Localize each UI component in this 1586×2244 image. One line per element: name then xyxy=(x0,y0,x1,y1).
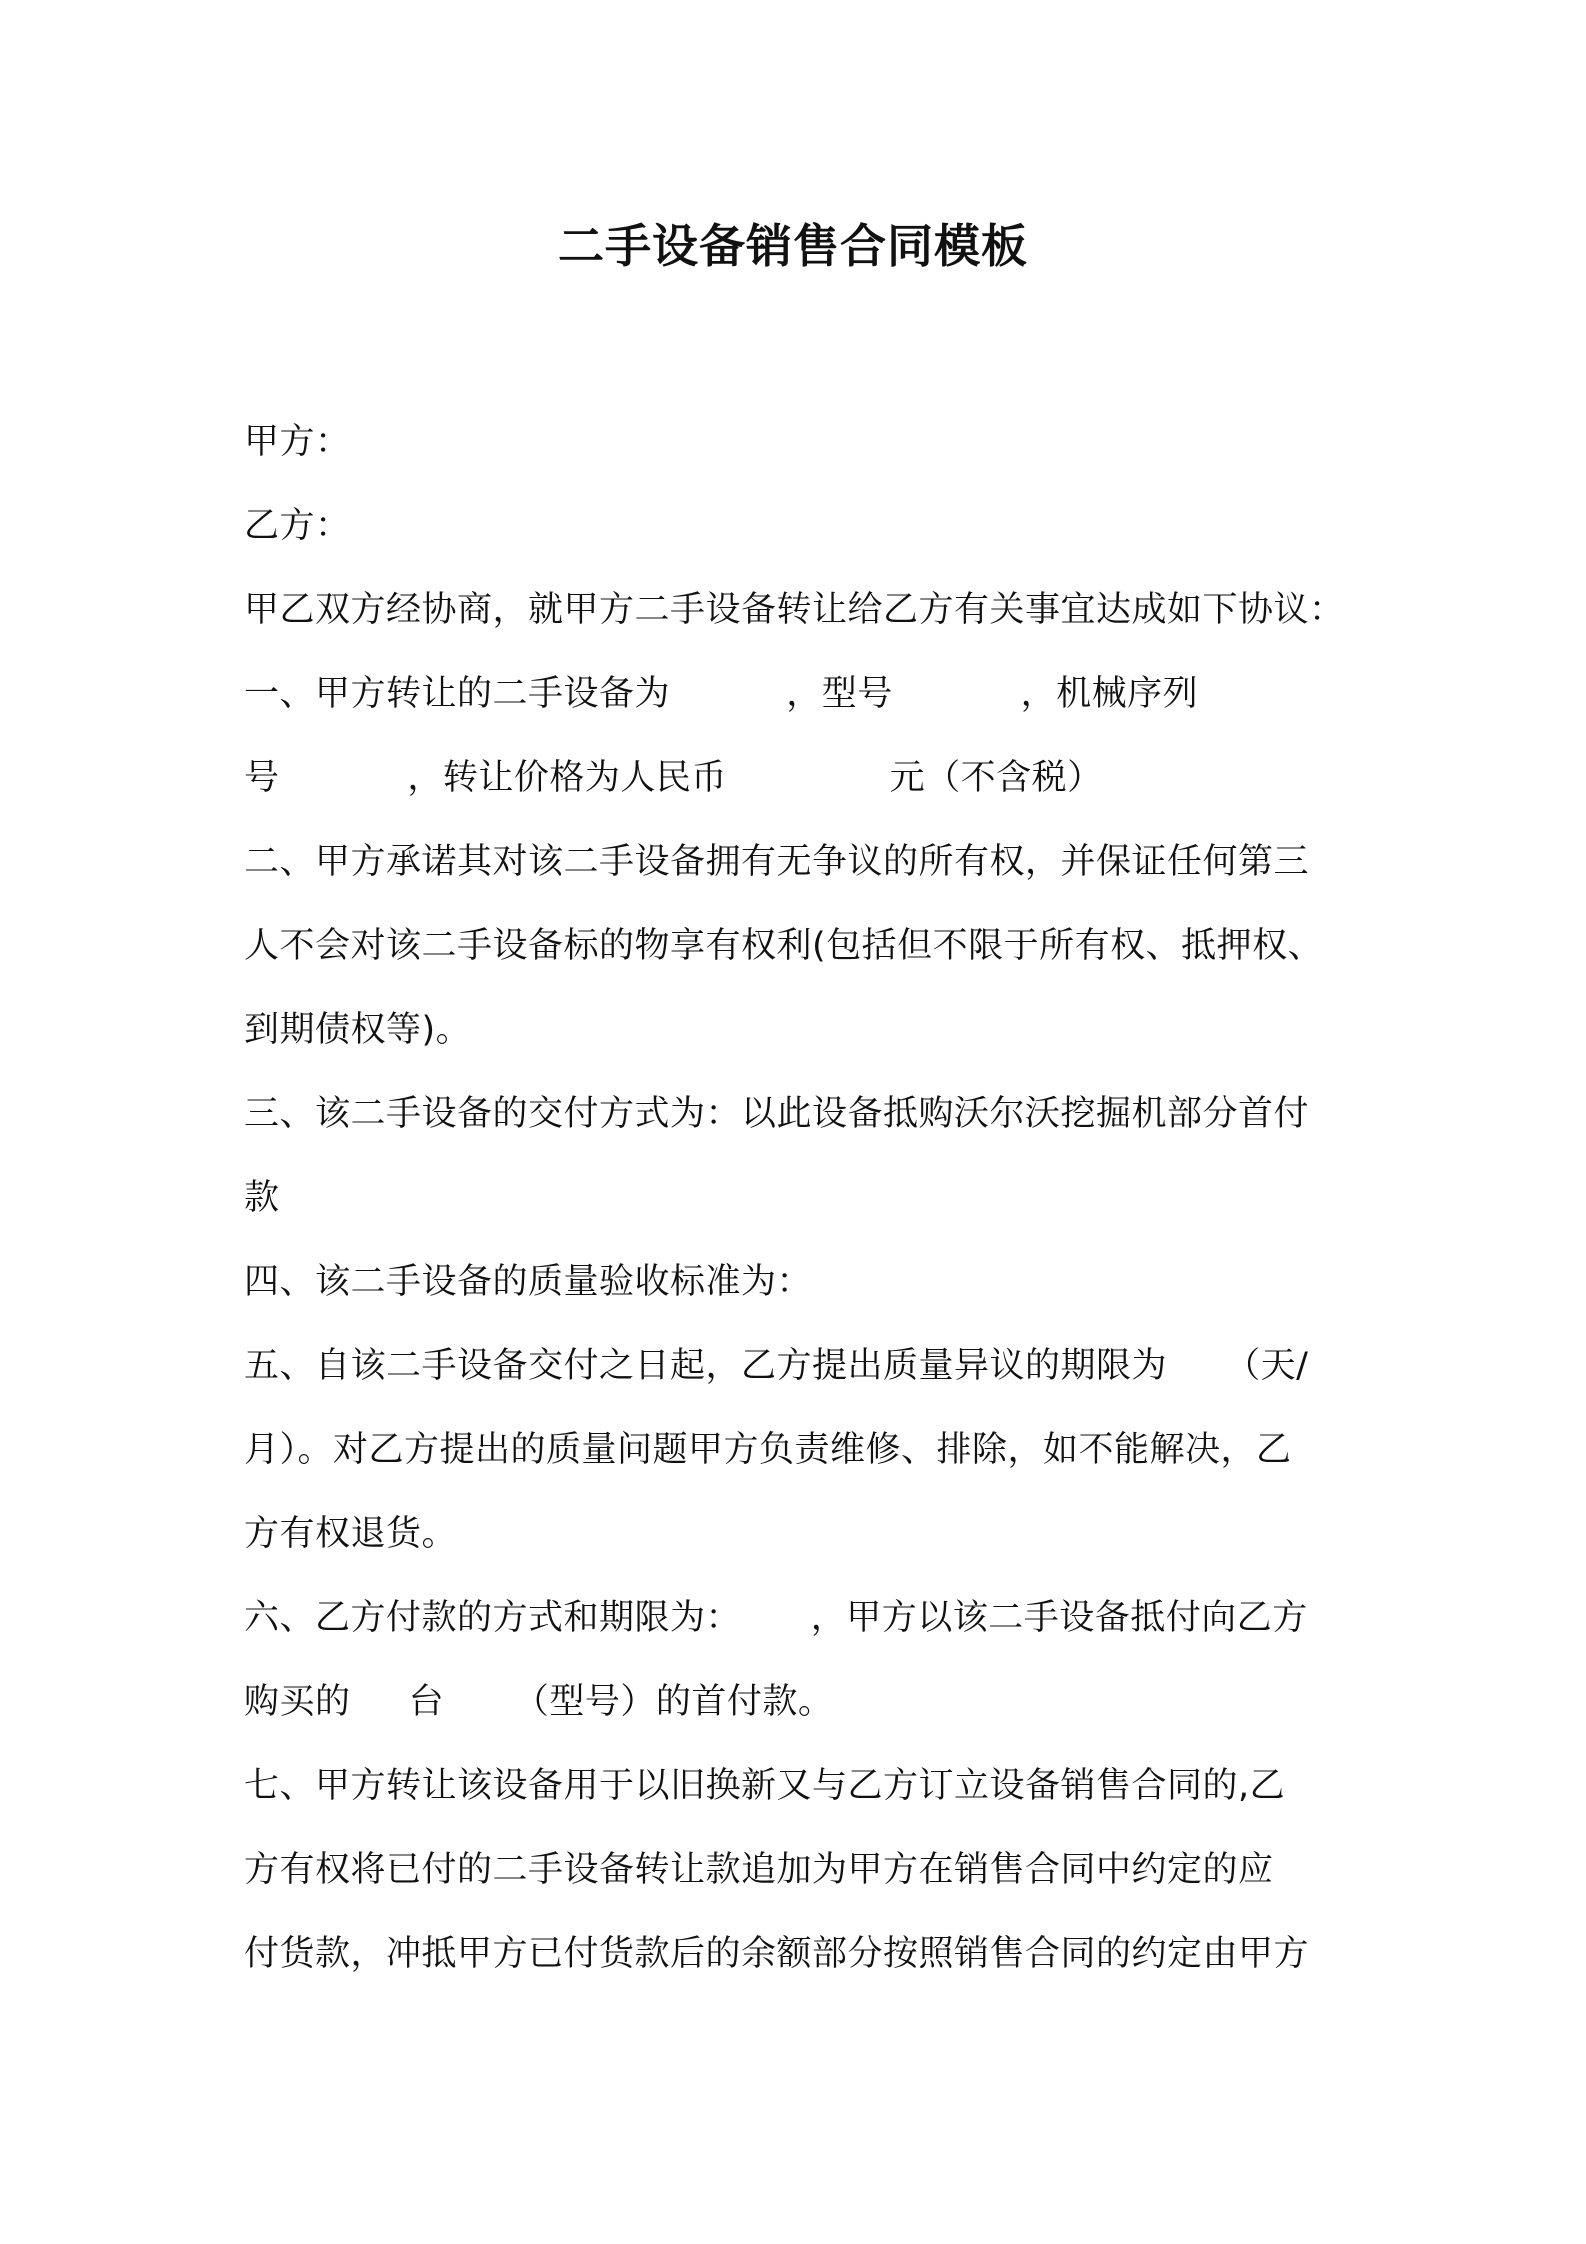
party-b-line: 乙方： xyxy=(244,506,351,546)
clause-3-line-1: 三、该二手设备的交付方式为：以此设备抵购沃尔沃挖掘机部分首付 xyxy=(244,1094,1310,1134)
clause-5-line-1: 五、自该二手设备交付之日起，乙方提出质量异议的期限为 （天/ xyxy=(244,1346,1309,1386)
clause-2-line-1: 二、甲方承诺其对该二手设备拥有无争议的所有权，并保证任何第三 xyxy=(244,842,1310,882)
clause-6-line-2: 购买的 台 （型号）的首付款。 xyxy=(244,1682,834,1722)
clause-1-line-1: 一、甲方转让的二手设备为 ，型号 ，机械序列 xyxy=(244,674,1199,714)
clause-7-line-3: 付货款，冲抵甲方已付货款后的余额部分按照销售合同的约定由甲方 xyxy=(244,1934,1310,1974)
clause-3-line-2: 款 xyxy=(244,1178,280,1218)
clause-6-line-1: 六、乙方付款的方式和期限为： ，甲方以该二手设备抵付向乙方 xyxy=(244,1598,1308,1638)
document-title: 二手设备销售合同模板 xyxy=(558,219,1028,273)
clause-4-line-1: 四、该二手设备的质量验收标准为： xyxy=(244,1262,813,1302)
contract-body xyxy=(244,400,1374,1996)
clause-1-line-2: 号 ，转让价格为人民币 元（不含税） xyxy=(244,758,1103,798)
clause-5-line-3: 方有权退货。 xyxy=(244,1514,458,1554)
agreement-intro: 甲乙双方经协商，就甲方二手设备转让给乙方有关事宜达成如下协议： xyxy=(244,590,1345,630)
clause-5-line-2: 月）。对乙方提出的质量问题甲方负责维修、排除，如不能解决，乙 xyxy=(244,1430,1292,1470)
clause-7-line-2: 方有权将已付的二手设备转让款追加为甲方在销售合同中约定的应 xyxy=(244,1850,1274,1890)
party-a-line: 甲方： xyxy=(244,422,351,462)
clause-7-line-1: 七、甲方转让该设备用于以旧换新又与乙方订立设备销售合同的,乙 xyxy=(244,1766,1286,1806)
clause-2-line-3: 到期债权等)。 xyxy=(244,1010,472,1050)
clause-2-line-2: 人不会对该二手设备标的物享有权利(包括但不限于所有权、抵押权、 xyxy=(244,926,1324,966)
